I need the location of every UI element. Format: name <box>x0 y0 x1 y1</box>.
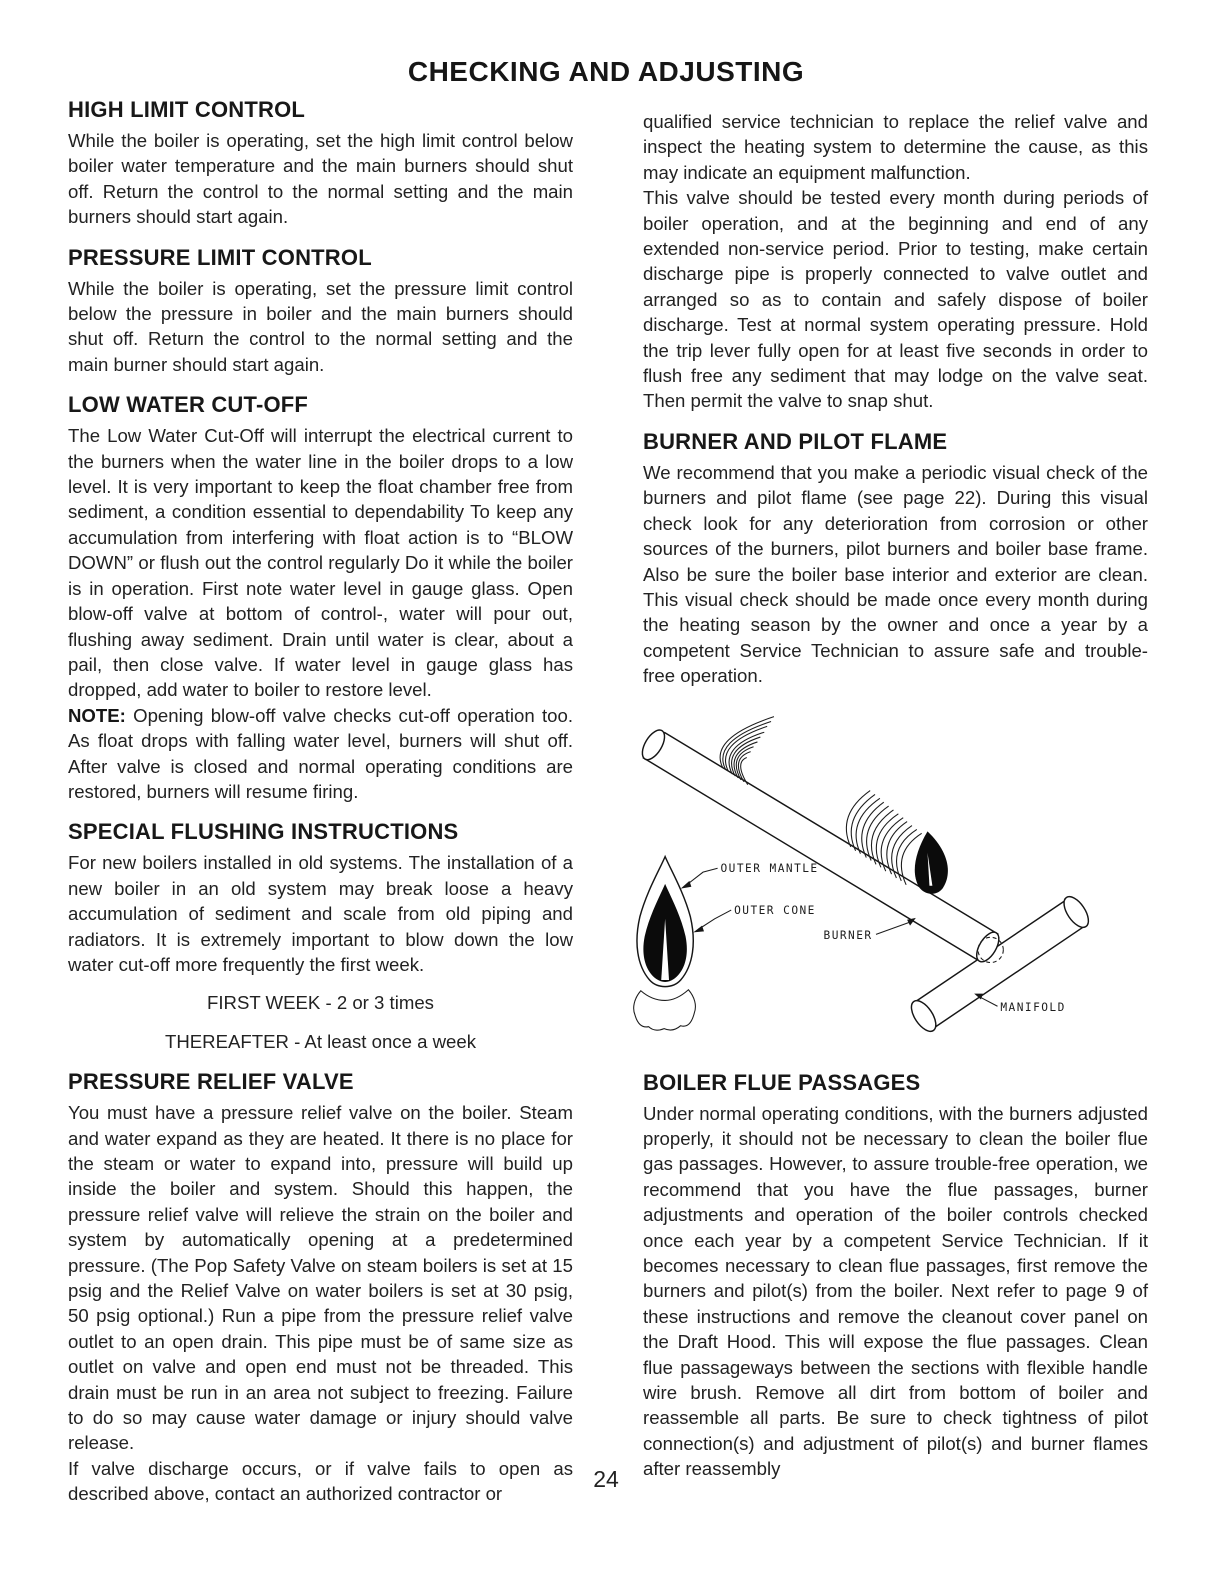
diagram-label-outer-cone: OUTER CONE <box>734 903 816 917</box>
burner-flame-diagram <box>621 705 1148 1055</box>
page-title: CHECKING AND ADJUSTING <box>407 56 805 87</box>
diagram-label-burner: BURNER <box>823 928 873 942</box>
paragraph-special-flushing: For new boilers installed in old systems. The installation of a new boiler in an old system may break loose a heavy accumulation of sediment and scale from old piping and radiators. It is extremely important to blow down the low water cut-off more frequently the first week. <box>68 852 573 975</box>
note-label: NOTE: <box>68 704 126 726</box>
paragraph-low-water-cutoff: The Low Water Cut-Off will interrupt the electrical current to the burners when the water line in the boiler drops to a low level. It is very important to keep the float chamber free from sediment, a condition essential to dependability To keep any accumulation from interfering with float action is to “BLOW DOWN” or flush out the control regularly Do it while the boiler is in operation. First note water level in gauge glass. Open blow-off valve at bottom of control-, water will pour out, flushing away sediment. Drain until water is clear, about a pail, then close valve. If water level in gauge glass has dropped, add water to boiler to restore level. <box>68 425 573 701</box>
paragraph-pressure-relief-valve-1: You must have a pressure relief valve on the boiler. Steam and water expand as they are heated. It there is no place for the steam or water to expand into, pressure will build up inside the boiler and system. Should this happen, the pressure relief valve will relieve the strain on the boiler and system by automatically opening at a predetermined pressure. (The Pop Safety Valve on steam boilers is set at 15 psig and the Relief Valve on water boilers is set at 30 psig, 50 psig optional.) Run a pipe from the pressure relief valve outlet to an open drain. This pipe must be of same size as outlet on valve and open end must not be threaded. This drain must be run in an area not subject to freezing. Failure to do so may cause water damage or injury should valve release. <box>68 1102 573 1454</box>
paragraph-pressure-limit: While the boiler is operating, set the pressure limit control below the pressure in boiler and the main burners should shut off. Return the control to the normal setting and the main burner should start again. <box>68 277 573 375</box>
note-paragraph <box>68 703 573 805</box>
burner-diagram-svg <box>621 705 1166 1050</box>
section-heading-low-water-cutoff: LOW WATER CUT-OFF <box>68 392 309 418</box>
page-number: 24 <box>593 1466 619 1492</box>
paragraph-boiler-flue-passages: Under normal operating conditions, with the burners adjusted properly, it should not be necessary to clean the boiler flue gas passages. However, to assure trouble-free operation, we recommend that you have the flue passages, burner adjustments and operation of the boiler controls checked once each year by a competent Service Technician. If it becomes necessary to clean flue passages, first remove the burners and pilot(s) from the boiler. Next refer to page 9 of these instructions and remove the cleanout cover panel on the Draft Hood. This will expose the flue passages. Clean flue passageways between the sections with flexible handle wire brush. Remove all dirt from bottom of boiler and reassemble all parts. Be sure to check tightness of pilot connection(s) and adjustment of pilot(s) and burner flames after reassembly <box>643 1102 1148 1480</box>
section-heading-pressure-relief-valve: PRESSURE RELIEF VALVE <box>68 1069 354 1095</box>
flame-closeup <box>634 856 696 1030</box>
burner-port-dome <box>634 989 696 1029</box>
diagram-label-manifold: MANIFOLD <box>1000 1000 1066 1014</box>
left-column <box>68 97 573 1507</box>
diagram-label-outer-mantle: OUTER MANTLE <box>720 861 819 875</box>
paragraph-valve-testing: This valve should be tested every month during periods of boiler operation, and at the beginning and end of any extended non-service period. Prior to testing, make certain discharge pipe is properly connected to valve outlet and arranged so as to contain and safely dispose of boiler discharge. Test at normal system operating pressure. Hold the trip lever fully open for at least five seconds in order to flush free any sediment that may lodge on the valve seat. Then permit the valve to snap shut. <box>643 187 1148 412</box>
section-heading-burner-pilot-flame: BURNER AND PILOT FLAME <box>643 428 948 454</box>
section-heading-pressure-limit: PRESSURE LIMIT CONTROL <box>68 244 372 270</box>
note-body: Opening blow-off valve checks cut-off operation too. As float drops with falling water level, burners will shut off. After valve is closed and normal operating conditions are restored, burners will resume firing. <box>68 704 573 802</box>
paragraph-relief-valve-continued: qualified service technician to replace the relief valve and inspect the heating system to determine the cause, as this may indicate an equipment malfunction. <box>643 111 1148 183</box>
paragraph-burner-pilot-flame: We recommend that you make a periodic visual check of the burners and pilot flame (see page 22). During this visual check look for any deterioration from corrosion or other sources of the burners, pilot burners and boiler base frame. Also be sure the boiler base interior and exterior are clean. This visual check should be made once every month during the heating season by the owner and once a year by a competent Service Technician to assure safe and trouble-free operation. <box>643 461 1148 687</box>
section-heading-high-limit: HIGH LIMIT CONTROL <box>68 97 306 122</box>
paragraph-high-limit: While the boiler is operating, set the high limit control below boiler water temperature and the main burners should shut off. Return the control to the normal setting and the main burners should start again. <box>68 130 573 228</box>
section-heading-boiler-flue-passages: BOILER FLUE PASSAGES <box>643 1069 921 1095</box>
flushing-schedule-first-week: FIRST WEEK - 2 or 3 times <box>207 992 434 1014</box>
two-column-layout <box>68 97 1148 1507</box>
right-column <box>643 97 1148 1507</box>
paragraph-pressure-relief-valve-2: If valve discharge occurs, or if valve fails to open as described above, contact an authorized contractor or <box>68 1457 573 1505</box>
flushing-schedule-thereafter: THEREAFTER - At least once a week <box>164 1030 477 1052</box>
burner-flame <box>915 831 948 893</box>
section-heading-special-flushing: SPECIAL FLUSHING INSTRUCTIONS <box>68 819 459 845</box>
